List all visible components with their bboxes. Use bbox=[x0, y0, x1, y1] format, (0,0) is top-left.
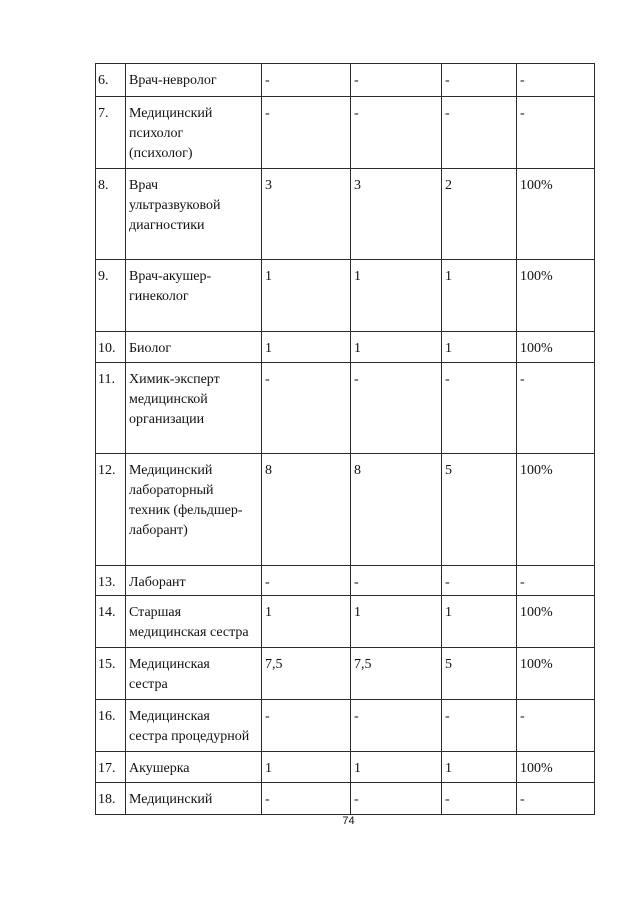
cell-percent: - bbox=[517, 64, 595, 97]
table-row bbox=[96, 363, 595, 454]
cell-col1: 3 bbox=[262, 169, 351, 260]
cell-col1: 1 bbox=[262, 332, 351, 363]
cell-col2: - bbox=[351, 64, 442, 97]
page-number: 74 bbox=[342, 815, 355, 827]
row-number: 10. bbox=[96, 332, 126, 363]
position-name: Врач-невролог bbox=[126, 64, 262, 97]
cell-col1: 1 bbox=[262, 260, 351, 332]
cell-percent: 100% bbox=[517, 454, 595, 566]
row-number: 13. bbox=[96, 566, 126, 596]
cell-percent: 100% bbox=[517, 169, 595, 260]
row-number: 15. bbox=[96, 648, 126, 700]
cell-col1: - bbox=[262, 97, 351, 169]
cell-col3: 1 bbox=[442, 260, 517, 332]
cell-percent: - bbox=[517, 97, 595, 169]
cell-col3: - bbox=[442, 363, 517, 454]
cell-col2: - bbox=[351, 363, 442, 454]
cell-percent: 100% bbox=[517, 260, 595, 332]
table-row bbox=[96, 596, 595, 648]
cell-percent: 100% bbox=[517, 648, 595, 700]
cell-col1: - bbox=[262, 363, 351, 454]
table-row bbox=[96, 454, 595, 566]
position-name: Медицинский психолог (психолог) bbox=[126, 97, 262, 169]
position-name: Химик-эксперт медицинской организации bbox=[126, 363, 262, 454]
row-number: 16. bbox=[96, 700, 126, 752]
row-number: 9. bbox=[96, 260, 126, 332]
table-row bbox=[96, 169, 595, 260]
position-name: Старшая медицинская сестра bbox=[126, 596, 262, 648]
cell-col2: 1 bbox=[351, 332, 442, 363]
cell-col2: 1 bbox=[351, 596, 442, 648]
cell-col1: 1 bbox=[262, 752, 351, 783]
cell-col3: - bbox=[442, 566, 517, 596]
position-name: Медицинская сестра bbox=[126, 648, 262, 700]
position-name: Врач-акушер- гинеколог bbox=[126, 260, 262, 332]
cell-percent: - bbox=[517, 700, 595, 752]
cell-col2: - bbox=[351, 783, 442, 815]
row-number: 11. bbox=[96, 363, 126, 454]
table-row bbox=[96, 566, 595, 596]
cell-percent: 100% bbox=[517, 752, 595, 783]
cell-col1: - bbox=[262, 566, 351, 596]
staffing-table bbox=[95, 63, 595, 815]
cell-percent: - bbox=[517, 566, 595, 596]
cell-col3: 5 bbox=[442, 454, 517, 566]
table-row bbox=[96, 64, 595, 97]
cell-percent: - bbox=[517, 363, 595, 454]
cell-col3: - bbox=[442, 97, 517, 169]
row-number: 14. bbox=[96, 596, 126, 648]
cell-col2: 3 bbox=[351, 169, 442, 260]
cell-col3: 1 bbox=[442, 332, 517, 363]
table-row bbox=[96, 97, 595, 169]
row-number: 12. bbox=[96, 454, 126, 566]
cell-col2: 8 bbox=[351, 454, 442, 566]
cell-col1: 1 bbox=[262, 596, 351, 648]
table-row bbox=[96, 260, 595, 332]
cell-col3: 1 bbox=[442, 596, 517, 648]
cell-col1: 7,5 bbox=[262, 648, 351, 700]
cell-col1: - bbox=[262, 700, 351, 752]
table-row bbox=[96, 648, 595, 700]
cell-col2: 1 bbox=[351, 752, 442, 783]
cell-col3: - bbox=[442, 700, 517, 752]
cell-col1: - bbox=[262, 783, 351, 815]
cell-col1: 8 bbox=[262, 454, 351, 566]
cell-col3: - bbox=[442, 64, 517, 97]
row-number: 8. bbox=[96, 169, 126, 260]
table-row bbox=[96, 700, 595, 752]
cell-col2: 7,5 bbox=[351, 648, 442, 700]
cell-col3: - bbox=[442, 783, 517, 815]
row-number: 7. bbox=[96, 97, 126, 169]
row-number: 18. bbox=[96, 783, 126, 815]
table-row bbox=[96, 783, 595, 815]
cell-percent: - bbox=[517, 783, 595, 815]
position-name: Медицинский лабораторный техник (фельдшер- лаборант) bbox=[126, 454, 262, 566]
cell-col2: - bbox=[351, 700, 442, 752]
table-row bbox=[96, 752, 595, 783]
position-name: Биолог bbox=[126, 332, 262, 363]
position-name: Медицинская сестра процедурной bbox=[126, 700, 262, 752]
position-name: Врач ультразвуковой диагностики bbox=[126, 169, 262, 260]
cell-percent: 100% bbox=[517, 596, 595, 648]
table-row bbox=[96, 332, 595, 363]
position-name: Лаборант bbox=[126, 566, 262, 596]
position-name: Медицинский bbox=[126, 783, 262, 815]
cell-col2: 1 bbox=[351, 260, 442, 332]
cell-col3: 5 bbox=[442, 648, 517, 700]
row-number: 6. bbox=[96, 64, 126, 97]
cell-percent: 100% bbox=[517, 332, 595, 363]
row-number: 17. bbox=[96, 752, 126, 783]
position-name: Акушерка bbox=[126, 752, 262, 783]
cell-col2: - bbox=[351, 97, 442, 169]
cell-col1: - bbox=[262, 64, 351, 97]
cell-col2: - bbox=[351, 566, 442, 596]
cell-col3: 2 bbox=[442, 169, 517, 260]
cell-col3: 1 bbox=[442, 752, 517, 783]
